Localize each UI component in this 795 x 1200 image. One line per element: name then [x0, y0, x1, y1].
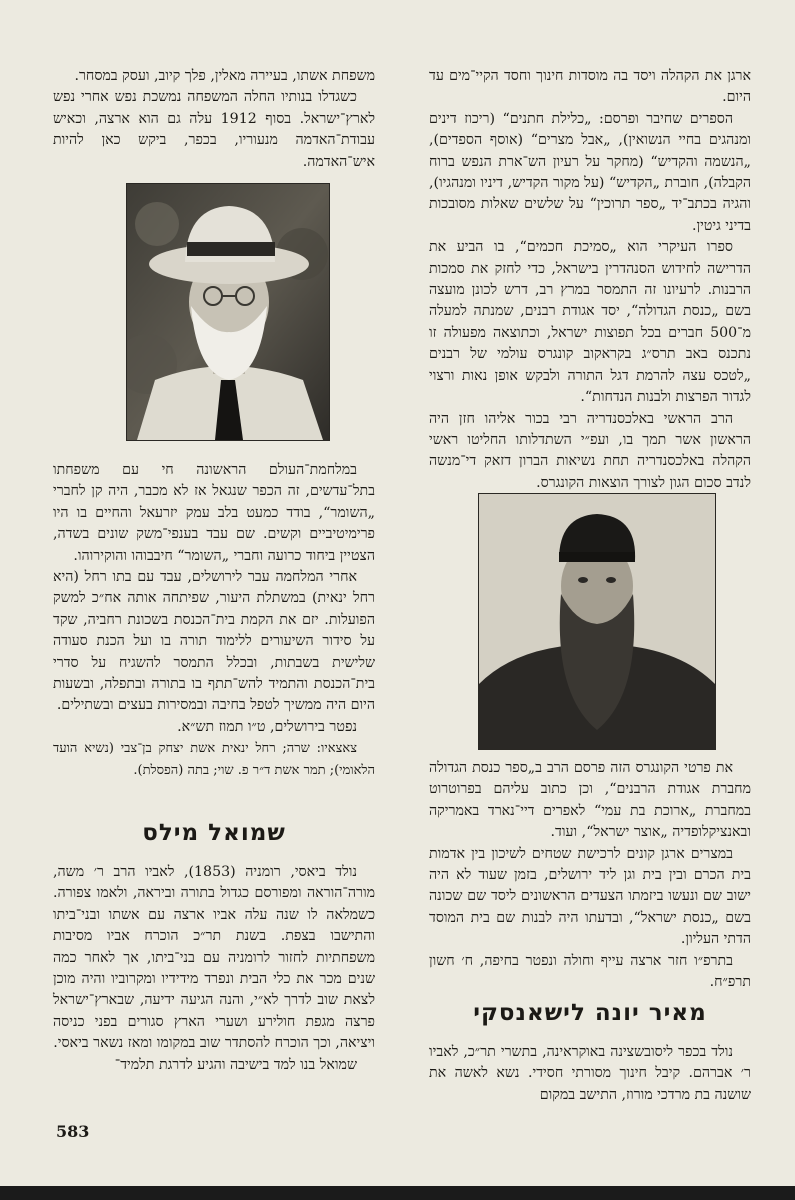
scan-border-bottom: [0, 1186, 795, 1200]
paragraph: כשגדלו בנותיו החלה המשפחה נמשכת נפש אחרי נפש לארץ־ישראל. בסוף 1912 עלה גם הוא ארצה, וכאיש עבודת־האדמה מנעוריו, בכפר, ביקש כאן להיות איש־האדמה.: [53, 89, 375, 170]
left-column-top-text: [53, 66, 375, 173]
portrait-photo-bearded-rabbi: [478, 493, 716, 750]
left-column-bottom-text: [53, 862, 375, 1076]
paragraph: נפטר בירושלים, ט״ו תמוז תש״א.: [177, 718, 357, 735]
paragraph: משפחת אשתו, בעיירה מאלין, פלך קיוב, ועסק במסחר.: [74, 68, 375, 84]
paragraph: במלחמת־העולם הראשונה חי עם משפחתו בתל־עדשים, זה הכפר שנגאל אז לא מכבר, היה קן לחברי „השומר“, בודד כמעט בלב עמק יזרעאל והחיים בו היו פרימיטיביים וקשים. שם עבד בענפי־משק שונים בשדה, הצטיין ביחוד כרועה וחברי „השומר“ חיבבוהו והוקירוהו.: [53, 462, 375, 564]
right-column-middle-text: [429, 758, 751, 993]
paragraph: במצרים ארגן קונים לרכישת שטחים לשיכון בין אדמות בית הכרם ובין בית וגן ליד ירושלים, בזמן שעוד לא היה ישוב שם ונעשו ביזמתו הצעדים הראשונים ליסד שם שכונה בשם „כנסת ישראל“, ובדעתו היה לבנות שם בית המוסד הדתי העליון.: [429, 845, 751, 948]
paragraph: ספרו העיקרי הוא „סמיכת חכמים“, בו הביע את הדרישה לחידוש הסנהדרין בישראל, כדי לחזק את סמכות הרבנות. לרעיונו זה התמסר במרץ רב, דרש לכונן מועצה בשם „כנסת הגדולה“, יסד אגודת רבנים, שמנתה למעלה מ־500 חברים בכל תפוצות ישראל, וכתוצאה מפעולה זו נתכנס באב תרס״ג בקראקוב קונגרס עולמי של רבנים „לטכס עצה להרמת דגל התורה ולבקש אופן נאות ורצוי לגדור הפרצות ולבנות הנדחות“.: [429, 239, 751, 406]
left-column-middle-text: [53, 460, 375, 781]
paragraph: אחרי המלחמה עבר לירושלים, עבד עם בתו רחל (היא רחל ינאית) במשתלת היעור, שפיתחה אותה אח״כ למשק הפועלות. יזם את הקמת בית־הכנסת בשכונת רחביה, שקד על סידור השיעורים ללימוד תורה בו ועל הכנת סעודה שלישית בשבתות, ובכלל התמסר להשגיח על סדרי בית־הכנסת והתמיד להש־תתף בו בתורה ובתפלה, ובשעות היום היה ממשיך לטפל בחיבה ובמסירות בעצים ובשתילים.: [53, 569, 375, 714]
paragraph: ארגן את הקהלה ויסד בה מוסדות חינוך וחסד הקיי־מים עד היום.: [429, 68, 751, 106]
descendants-note: צאצאיו: שרה; רחל ינאית אשת יצחק בן־צבי (נשיא הועד הלאומי); תמר אשת ד״ר פ. שוי; בתה (הפסלת).: [53, 741, 375, 778]
paragraph: הספרים שחיבר ופרסם: „כלילת חתנים“ (ריכוז דינים ומנהגים בחיי הנשואין), „אבל מצרים“ (אוסף הספדים), „הנשמה והקדיש“ (מחקר על רעיון הש־ארת הנפש ברוח הקבלה), חוברת „הקדיש“ (על מקור הקדיש, דיניו ומנהגיו), והגיה בכתב־יד „ספר תרוכין“ על שלשים שאלות מסובכות בדיני גיטין.: [429, 110, 751, 234]
right-column-bottom-text: [429, 1042, 751, 1106]
section-title-meir-yona-lishansky: מאיר יונה לישאנסקי: [473, 1000, 707, 1026]
portrait-image: [127, 184, 329, 440]
paragraph: הרב הראשי באלכסנדריה רבי בכור אליהו חזן היה הראשון אשר תמך בו, ועפ״י השתדלותו החליטו ראשי הקהלה באלכסנדריה תחת נשיאות הברון דזאק די־מנשה לנדב סכום הגון לצורך הוצאות הקונגרס.: [429, 410, 751, 491]
paragraph: שמואל בנו למד בישיבה והגיע לדרגת תלמיד־: [114, 1056, 357, 1073]
portrait-image: [479, 494, 715, 749]
paragraph: את פרטי הקונגרס הזה פרסם הרב ב„ספר כנסת הגדולה מחברת אגודת הרבנים“, וכן כתוב עליהם בפרוטרוט במחברת „ארוכת בת עמי“ לאפרים דיי־נארד באמריקה ובאנציקלופדיה „אוצר ישראל“, ועוד.: [429, 760, 751, 841]
right-column-top-text: [429, 66, 751, 494]
page-number: 583: [56, 1122, 90, 1141]
portrait-photo-old-man-hat: [126, 183, 330, 441]
section-title-shmuel-mills: שמואל מילס: [142, 820, 286, 846]
paragraph: נולד בכפר ליסובשצינה באוקראינה, בתשרי תר״כ, לאביו ר׳ אברהם. קיבל חינוך מסורתי חסידי. נשא לאשה את שושנה בת מרדכי מורוז, התישב במקום: [429, 1044, 751, 1103]
paragraph: נולד ביאסי, רומניה (1853), לאביו הרב ר׳ משה, מורה־הוראה ומפורסם כגדול בתורה וביראה, ולאמו צפורה. כשמלאה לו שנה עלה אביו ארצה עם אשתו ובני־ביתו והתישבו בצפת. בשנת תר״כ הוכרח אביו מסיבות משפחתיות לחזור לרומניה עם בני־ביתו, אך לאחר כמה שנים מכר את כלי הבית ונפרד מידידיו ומקרוביו והיה מוכן לצאת שוב לדרך לא״י, והנה הגיעה ידיעה, שבארץ־ישראל פרצה מגפת חולירע ושערי הארץ סגורים בפני כניסה ויציאה, וכך הוכרח להסתדר שוב במקומו ומאז נשאר ביאסי.: [53, 864, 375, 1052]
paragraph: בתרפ״ו חזר ארצה עייף וחולה ונפטר בחיפה, ח׳ חשון תרפ״ח.: [429, 952, 751, 991]
